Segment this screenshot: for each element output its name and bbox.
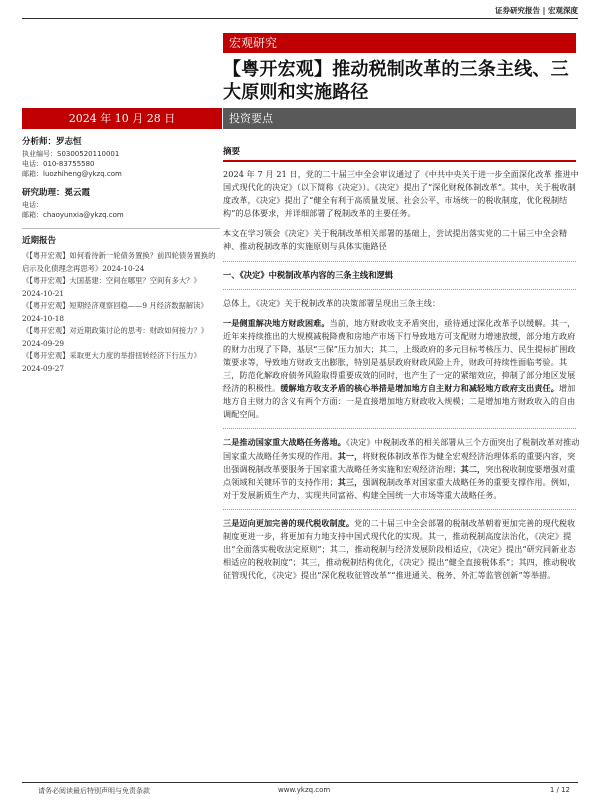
sidebar-divider — [22, 228, 220, 229]
page-number: 1 / 12 — [549, 786, 570, 794]
category-label: 宏观研究 — [223, 33, 576, 53]
section-1-heading: 一、《决定》中税制改革内容的三条主线和逻辑 — [223, 269, 394, 280]
paragraph-overview: 总体上，《决定》关于税制改革的决策部署呈现出三条主线： — [223, 297, 441, 308]
analyst-phone: 电话：010-83755580 — [22, 160, 95, 168]
recent-report-item[interactable]: 《【粤开宏观】如何看待新一轮债务置换？前四轮债务置换的启示及化债理念再思考》2024-10-24 — [22, 251, 216, 273]
footer-website[interactable]: www.ykzq.com — [278, 786, 331, 794]
assistant-email[interactable]: 邮箱：chaoyunxia@ykzq.com — [22, 211, 124, 219]
section-label: 投资要点 — [223, 108, 576, 129]
header-rule — [22, 18, 578, 19]
recent-report-item[interactable]: 《【粤开宏观】对近期政策讨论的思考：财政如何接力？》2024-09-29 — [22, 326, 209, 348]
report-date: 2024 年 10 月 28 日 — [22, 108, 222, 129]
footer-disclaimer: 请务必阅读最后特别声明与免责条款 — [38, 787, 150, 795]
mainline-2-point-1: 其一， — [337, 450, 363, 461]
analyst-name: 分析师：罗志恒 — [22, 137, 82, 147]
analyst-email[interactable]: 邮箱：luozhiheng@ykzq.com — [22, 170, 122, 178]
paragraph-mainline-3 — [223, 517, 583, 582]
mainline-3-body: 党的二十届三中全会部署的税制改革朝着更加完善的现代税收制度更进一步，将更加有力地支持中国式现代化的实现。其一，推动税制高度法治化，《决定》提出“全面落实税收法定原则”；其二，推动税制与经济发展阶段相适应，《决定》提出“研究同新业态相适应的税收制度”；其三，推动税制结构优化，《决定》提出“健全直接税体系”；其四，推动税收征管现代化，《决定》提出“深化税收征管改革”“推进通关、税务、外汇等监管创新”等举措。 — [223, 517, 576, 581]
footer-rule — [22, 782, 578, 783]
mainline-1-lead: 一是侧重解决地方财政困难。 — [223, 317, 330, 328]
mainline-2-text-1: 将财税体制改革作为健全宏观经济治理体系的重要内容，突出强调税制改革要服务于国家重大战略任务实施和宏观经济治理； — [223, 450, 576, 474]
recent-report-item[interactable]: 《【粤开宏观】大国基建：空间在哪里？空间有多大？》2024-10-21 — [22, 276, 201, 298]
sidebar — [22, 136, 220, 375]
mainline-2-lead: 二是推动国家重大战略任务落地。 — [223, 437, 346, 448]
abstract-rule — [223, 160, 576, 162]
section-divider — [223, 261, 576, 262]
recent-report-item[interactable]: 《【粤开宏观】采取更大力度的举措扭转经济下行压力》2024-09-27 — [22, 351, 201, 373]
assistant-info — [22, 187, 220, 220]
assistant-phone: 电话： — [22, 201, 43, 209]
section-divider — [223, 509, 576, 510]
paragraph-intro: 2024 年 7 月 21 日，党的二十届三中全会审议通过了《中共中央关于进一步全面深化改革 推进中国式现代化的决定》（以下简称《决定》）。《决定》提出了“深化财税体制改革”。其中，关于税收制度改革，《决定》提出了“健全有利于高质量发展、社会公平、市场统一的税收制度，优化税制结构”的总体要求，并详细部署了税制改革的主要任务。 — [223, 169, 579, 219]
mainline-2-point-3: 其三， — [337, 476, 363, 487]
analyst-info — [22, 136, 220, 179]
mainline-1-key: 缓解地方收支矛盾的核心举措是增加地方自主财力和减轻地方政府支出责任。 — [280, 383, 559, 394]
abstract-heading: 摘要 — [223, 147, 241, 157]
paragraph-mainline-1 — [223, 317, 583, 422]
paragraph-purpose: 本文在学习领会《决定》关于税制改革相关部署的基础上，尝试提出落实党的二十届三中全会精神、推动税制改革的实施原则与具体实施路径 — [223, 228, 568, 252]
mainline-2-text-3: 强调税制改革对国家重大战略任务的重要支撑作用。例如，对于发展新质生产力、实现共同富裕、构建全国统一大市场等重大战略任务。 — [223, 476, 576, 500]
mainline-3-lead: 三是迈向更加完善的现代税收制度。 — [223, 517, 355, 528]
mainline-2-text-2: 突出税收制度要增强对重点领域和关键环节的支持作用； — [223, 463, 576, 487]
main-content — [223, 145, 583, 589]
mainline-1-tail: 增加地方自主财力的含义有两个方面：一是直接增加地方财政收入规模；二是增加地方财政收入的自由调配空间。 — [223, 383, 576, 420]
paragraph-mainline-2 — [223, 436, 583, 501]
mainline-2-point-2: 其二， — [460, 463, 486, 474]
report-type-header: 证券研究报告 | 宏观深度 — [495, 6, 578, 15]
report-title: 【粤开宏观】推动税制改革的三条主线、三大原则和实施路径 — [223, 59, 569, 103]
section-divider — [223, 289, 576, 290]
mainline-2-body: 《决定》中税制改革的相关部署从三个方面突出了税制改革对推动国家重大战略任务实现的作用。 — [223, 437, 580, 461]
mainline-1-body: 当前，地方财政收支矛盾突出，亟待通过深化改革予以缓解。其一，近年来持续推出的大规模减税降费和房地产市场下行导致地方可支配财力增速放缓，部分地方政府的财力出现了下降，基层“三保”压力加大；其二，上级政府的多元目标考核压力、民生提标扩围政策要求等，导致地方财政支出膨胀，特别是基层政府财政风险上升，财政可持续性面临考验。其三，防范化解政府债务风险取得重要成效的同时，也产生了一定的紧缩效应，抑制了部分地区发展经济的积极性。 — [223, 317, 576, 394]
recent-reports-heading: 近期报告 — [22, 236, 57, 246]
section-divider — [223, 428, 576, 429]
recent-report-item[interactable]: 《【粤开宏观】短期经济观察回稳——9 月经济数据解读》2024-10-18 — [22, 301, 208, 323]
assistant-name: 研究助理：冕云霞 — [22, 188, 91, 198]
analyst-license: 执业编号：S0300520110001 — [22, 150, 120, 158]
